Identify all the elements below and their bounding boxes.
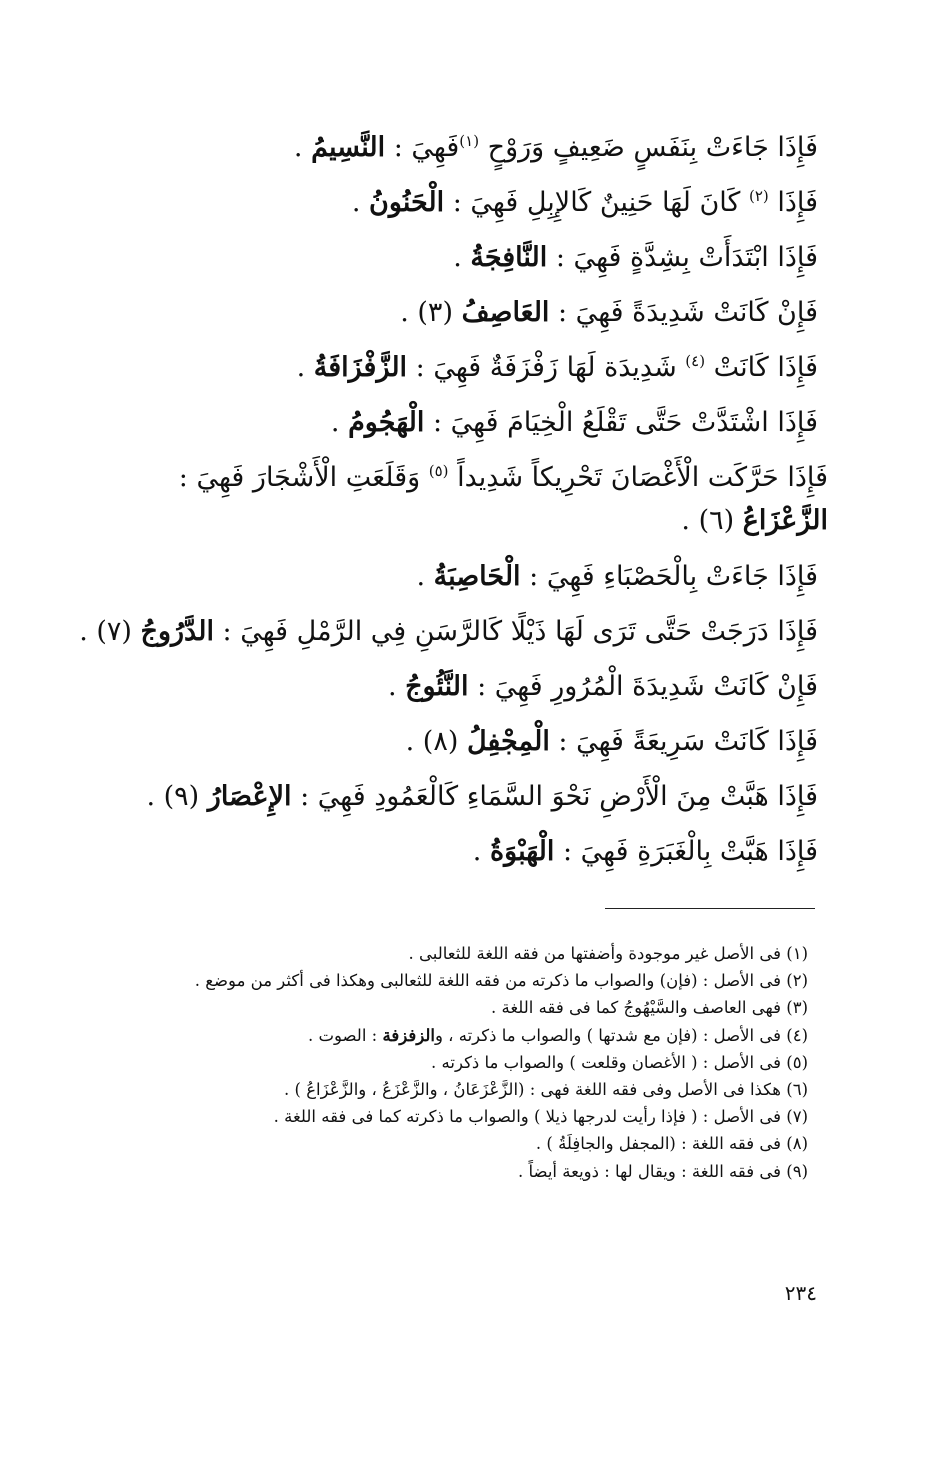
footnote: (٦) هكذا فى الأصل وفى فقه اللغة فهى : (الزَّعْزَعَانُ ، والزَّعْزَعُ ، والزَّعْزَاعُ ) . — [284, 1079, 808, 1099]
wind-term: الْحَنُونُ — [369, 187, 445, 218]
wind-term: العَاصِفُ — [461, 297, 550, 328]
wind-term: الزَّفْزَافَةُ — [313, 352, 408, 383]
main-text — [79, 120, 828, 879]
wind-term: النَّئُوجُ — [405, 671, 469, 702]
wind-term: الْهَجُومُ — [348, 407, 425, 438]
footnote-ref[interactable]: (٤) — [685, 352, 706, 370]
footnote-ref[interactable]: (١) — [459, 132, 480, 150]
text-line: فَإِذَا هَبَّتْ بِالْغَبَرَةِ فَهِيَ : الْهَبْوَةُ . — [472, 836, 818, 867]
footnote: (٤) فى الأصل : (فإن مع شدتها ) والصواب ما ذكرته ، والزفزفة : الصوت . — [307, 1025, 808, 1045]
text-line: فَإِذَا هَبَّتْ مِنَ الْأَرْضِ نَحْوَ السَّمَاءِ كَالْعَمُودِ فَهِيَ : الإِعْصَارُ (٩) . — [146, 781, 818, 812]
footnote-ref[interactable]: (٥) — [428, 462, 449, 480]
footnote: (٩) فى فقه اللغة : ويقال لها : ذويعة أيضاً . — [518, 1161, 808, 1181]
text-line: فَإِذَا جَاءَتْ بِالْحَصْبَاءِ فَهِيَ : الْحَاصِبَةُ . — [416, 561, 818, 592]
footnote: (٣) فهى العاصف والسَّيْهُوجُ كما فى فقه اللغة . — [491, 998, 808, 1018]
text-line: فَإِذَا كَانَتْ $^{(٤)}$ شَدِيدَة لَهَا زَفْزَفَةٌ فَهِيَ : الزَّفْزَافَةُ . — [296, 352, 818, 383]
text-line: فَإِذَا دَرَجَتْ حَتَّى تَرَى لَهَا ذَيْلًا كَالرَّسَنِ فِي الرَّمْلِ فَهِيَ : الدَّرُوجُ (٧) . — [79, 616, 818, 647]
footnote: (١) فى الأصل غير موجودة وأضفتها من فقه اللغة للثعالبى . — [408, 944, 808, 963]
footnote: (٧) فى الأصل : ( فإذا رأيت لدرجها ذيلا ) والصواب ما ذكرته كما فى فقه اللغة . — [273, 1107, 808, 1127]
wind-term: النَّسِيمُ — [311, 132, 386, 163]
text-line: فَإِنْ كَانَتْ شَدِيدَةَ الْمُرُورِ فَهِيَ : النَّئُوجُ . — [387, 671, 818, 702]
text-line: فَإِذَا اشْتَدَّتْ حَتَّى تَقْلَعُ الْخِيَامَ فَهِيَ : الْهَجُومُ . — [330, 407, 818, 438]
footnote-ref[interactable]: (٢) — [748, 187, 769, 205]
wind-term: الزَّعْزَاعُ — [742, 505, 828, 536]
wind-term: الإِعْصَارُ — [207, 781, 292, 812]
wind-term: النَّافِجَةُ — [470, 242, 548, 273]
footnote: (٢) فى الأصل : (فإن) والصواب ما ذكرته من فقه اللغة للثعالبى وهكذا فى أكثر من موضع . — [194, 971, 808, 991]
wind-term: الْحَاصِبَةُ — [433, 561, 521, 592]
text-line: فَإِذَا $^{(٢)}$ كَانَ لَهَا حَنِينٌ كَالإِبِلِ فَهِيَ : الْحَنُونُ . — [351, 187, 818, 218]
wind-term: الدَّرُوجُ — [140, 616, 214, 647]
footnote: (٨) فى فقه اللغة : (المجفل والجافِلَةُ ) . — [535, 1134, 808, 1154]
page-number: ٢٣٤ — [784, 1281, 817, 1305]
wind-term: الْمِجْفِلُ — [466, 726, 550, 757]
text-line: فَإِذَا جَاءَتْ بِنَفَسٍ ضَعِيفٍ وَرَوْحٍ $^{(١)}$فَهِيَ : النَّسِيمُ . — [293, 132, 818, 163]
footnotes — [118, 940, 808, 1185]
text-line: فَإِذَا حَرَّكَت الْأَغْصَانَ تَحْرِيكاً شَدِيداً $^{(٥)}$ وَقَلَعَتِ الْأَشْجَارَ فَهِيَ : — [178, 462, 828, 493]
text-line: فَإِنْ كَانَتْ شَدِيدَةً فَهِيَ : العَاصِفُ (٣) . — [400, 297, 818, 328]
footnote-separator — [605, 908, 815, 909]
text-line: فَإِذَا كَانَتْ سَرِيعَةً فَهِيَ : الْمِجْفِلُ (٨) . — [405, 726, 818, 757]
text-line: الزَّعْزَاعُ (٦) . — [681, 505, 828, 536]
wind-term: الْهَبْوَةُ — [489, 836, 555, 867]
footnote: (٥) فى الأصل : ( الأغصان وقلعت ) والصواب ما ذكرته . — [431, 1052, 808, 1072]
text-line: فَإِذَا ابْتَدَأَتْ بِشِدَّةٍ فَهِيَ : النَّافِجَةُ . — [453, 242, 818, 273]
